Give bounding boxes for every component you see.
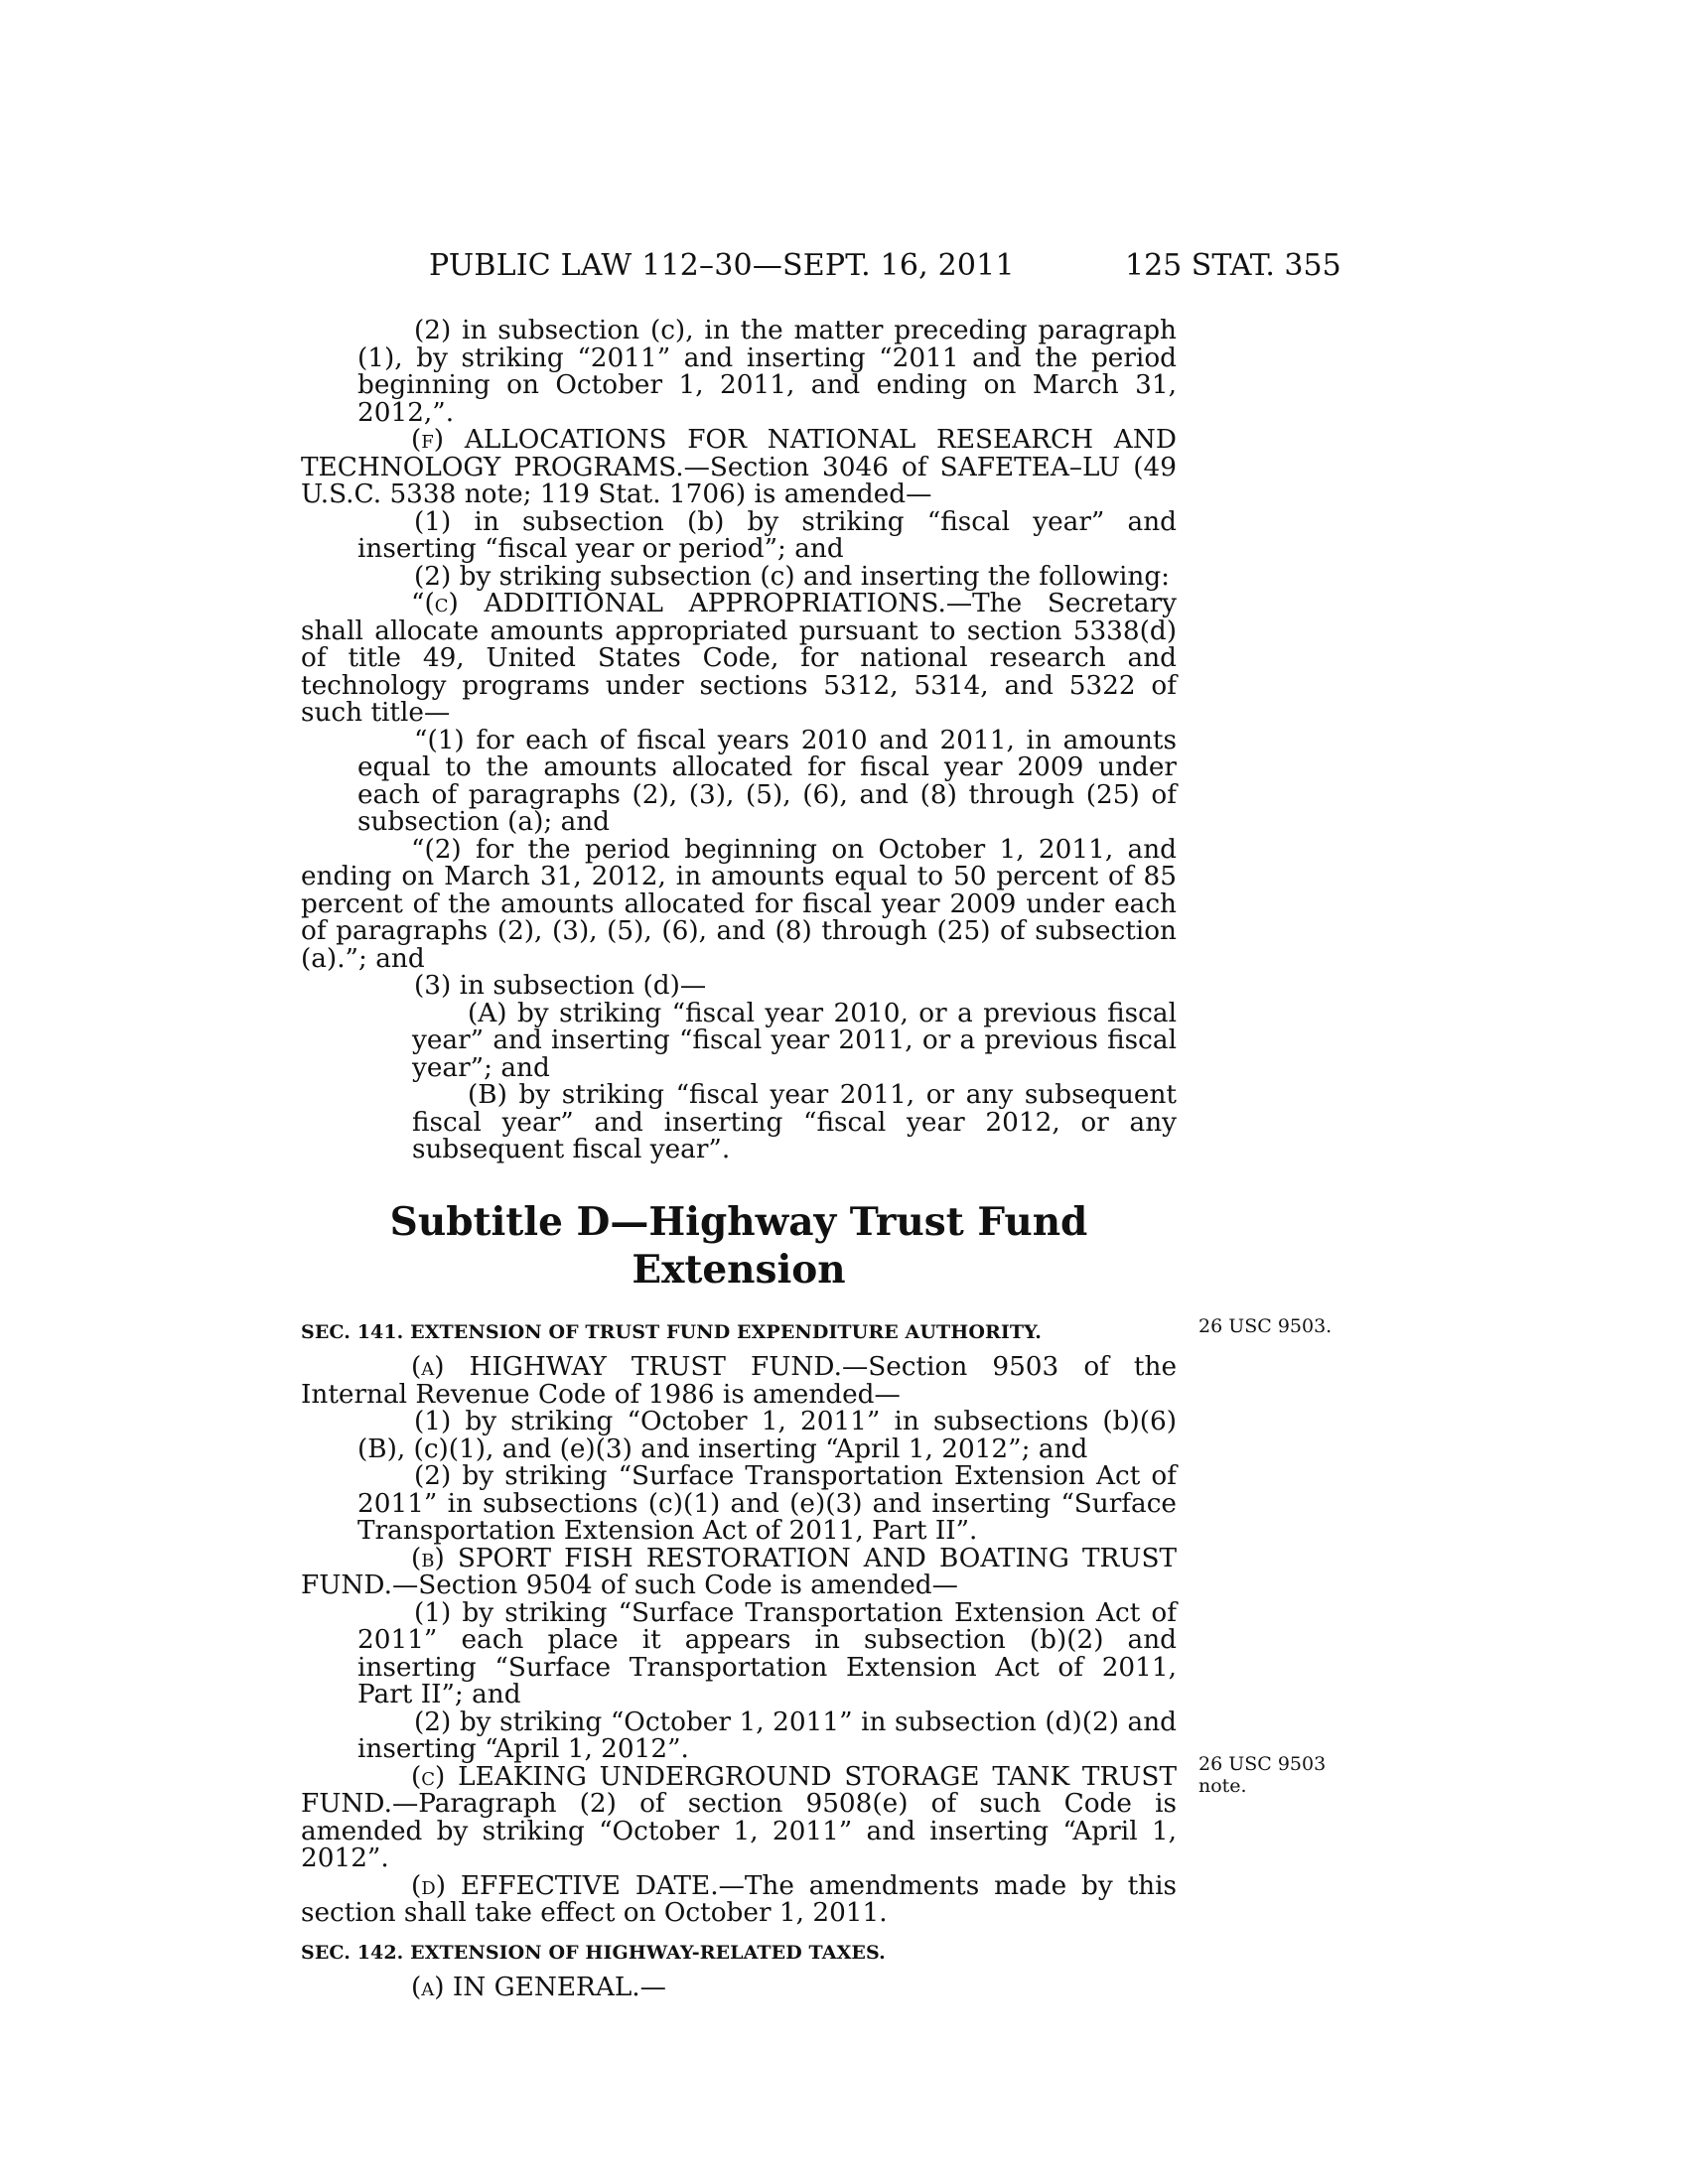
subsection-heading: (b) SPORT FISH RESTORATION AND BOATING TRUST FUND. [301,1543,1177,1600]
paragraph: (1) by striking “Surface Transportation Extension Act of 2011” each place it appears in subsection (b)(2) and inserting “Surface Transportation Extension Act of 2011, Part II”; and [357,1597,1177,1709]
subsection-heading: (c) LEAKING UNDERGROUND STORAGE TANK TRUST FUND. [301,1761,1177,1819]
paragraph: “(c) ADDITIONAL APPROPRIATIONS.—The Secretary shall allocate amounts appropriated pursuant to section 5338(d) of title 49, United States Code, for national research and technology programs under sections 5312, 5314, and 5322 of such title— [301,589,1177,728]
paragraph: (2) in subsection (c), in the matter preceding paragraph (1), by striking “2011” and inserting “2011 and the period beginning on October 1, 2011, and ending on March 31, 2012,”. [357,316,1177,428]
margin-note: 26 USC 9503. [1198,1315,1333,1337]
paragraph: (3) in subsection (d)— [414,971,707,1001]
paragraph: (1) in subsection (b) by striking “fiscal year” and inserting “fiscal year or period”; and [357,506,1177,564]
document-body [301,318,1177,2002]
subsection-heading: “(c) ADDITIONAL APPROPRIATIONS. [411,589,946,618]
paragraph: “(2) for the period beginning on October 1, 2011, and ending on March 31, 2012, in amounts equal to 50 percent of 85 percent of the amounts allocated for fiscal year 2009 under each of paragraphs (2), (3), (5), (6), and (8) through (25) of subsection (a).”; and [301,834,1177,974]
paragraph: (B) by striking “fiscal year 2011, or any subsequent fiscal year” and inserting “fiscal year 2012, or any subsequent fiscal year”. [412,1080,1177,1164]
subsection-heading: (a) IN GENERAL. [411,1973,640,2002]
paragraph: (2) by striking “Surface Transportation Extension Act of 2011” in subsections (c)(1) and (e)(3) and inserting “Surface Transportation Extension Act of 2011, Part II”. [357,1461,1177,1546]
paragraph: (d) EFFECTIVE DATE.—The amendments made by this section shall take effect on October 1, 2011. [301,1870,1177,1928]
subtitle-heading: Subtitle D—Highway Trust Fund Extension [389,1198,1088,1293]
paragraph: (2) by striking subsection (c) and inserting the following: [414,561,1171,592]
paragraph: (A) by striking “fiscal year 2010, or a previous fiscal year” and inserting “fiscal year 2011, or a previous fiscal year”; and [412,998,1177,1083]
paragraph: (f) ALLOCATIONS FOR NATIONAL RESEARCH AND TECHNOLOGY PROGRAMS.—Section 3046 of SAFETEA–LU (49 U.S.C. 5338 note; 119 Stat. 1706) is amended— [301,425,1177,509]
subsection-heading: (f) ALLOCATIONS FOR NATIONAL RESEARCH AND TECHNOLOGY PROGRAMS. [301,425,1177,482]
running-header-title: PUBLIC LAW 112–30—SEPT. 16, 2011 [429,248,1015,283]
margin-note: 26 USC 9503 note. [1198,1753,1327,1797]
paragraph: (a) IN GENERAL.— [411,1973,666,2002]
section-heading: SEC. 142. EXTENSION OF HIGHWAY-RELATED TAXES. [301,1941,886,1964]
subsection-heading: (d) EFFECTIVE DATE. [411,1870,719,1901]
paragraph: (c) LEAKING UNDERGROUND STORAGE TANK TRUST FUND.—Paragraph (2) of section 9508(e) of such Code is amended by striking “October 1, 2011” and inserting “April 1, 2012”. [301,1761,1177,1873]
paragraph: “(1) for each of fiscal years 2010 and 2011, in amounts equal to the amounts allocated for fiscal year 2009 under each of paragraphs (2), (3), (5), (6), and (8) through (25) of subsection (a); and [357,725,1177,837]
paragraph: (b) SPORT FISH RESTORATION AND BOATING TRUST FUND.—Section 9504 of such Code is amended— [301,1543,1177,1600]
paragraph: (a) HIGHWAY TRUST FUND.—Section 9503 of the Internal Revenue Code of 1986 is amended— [301,1352,1178,1410]
page-citation: 125 STAT. 355 [1125,248,1341,283]
section-heading: SEC. 141. EXTENSION OF TRUST FUND EXPENDITURE AUTHORITY. [301,1320,1043,1343]
paragraph: (2) by striking “October 1, 2011” in subsection (d)(2) and inserting “April 1, 2012”. [357,1706,1177,1764]
subsection-heading: (a) HIGHWAY TRUST FUND. [411,1352,842,1382]
paragraph: (1) by striking “October 1, 2011” in subsections (b)(6)(B), (c)(1), and (e)(3) and inserting “April 1, 2012”; and [357,1407,1177,1464]
